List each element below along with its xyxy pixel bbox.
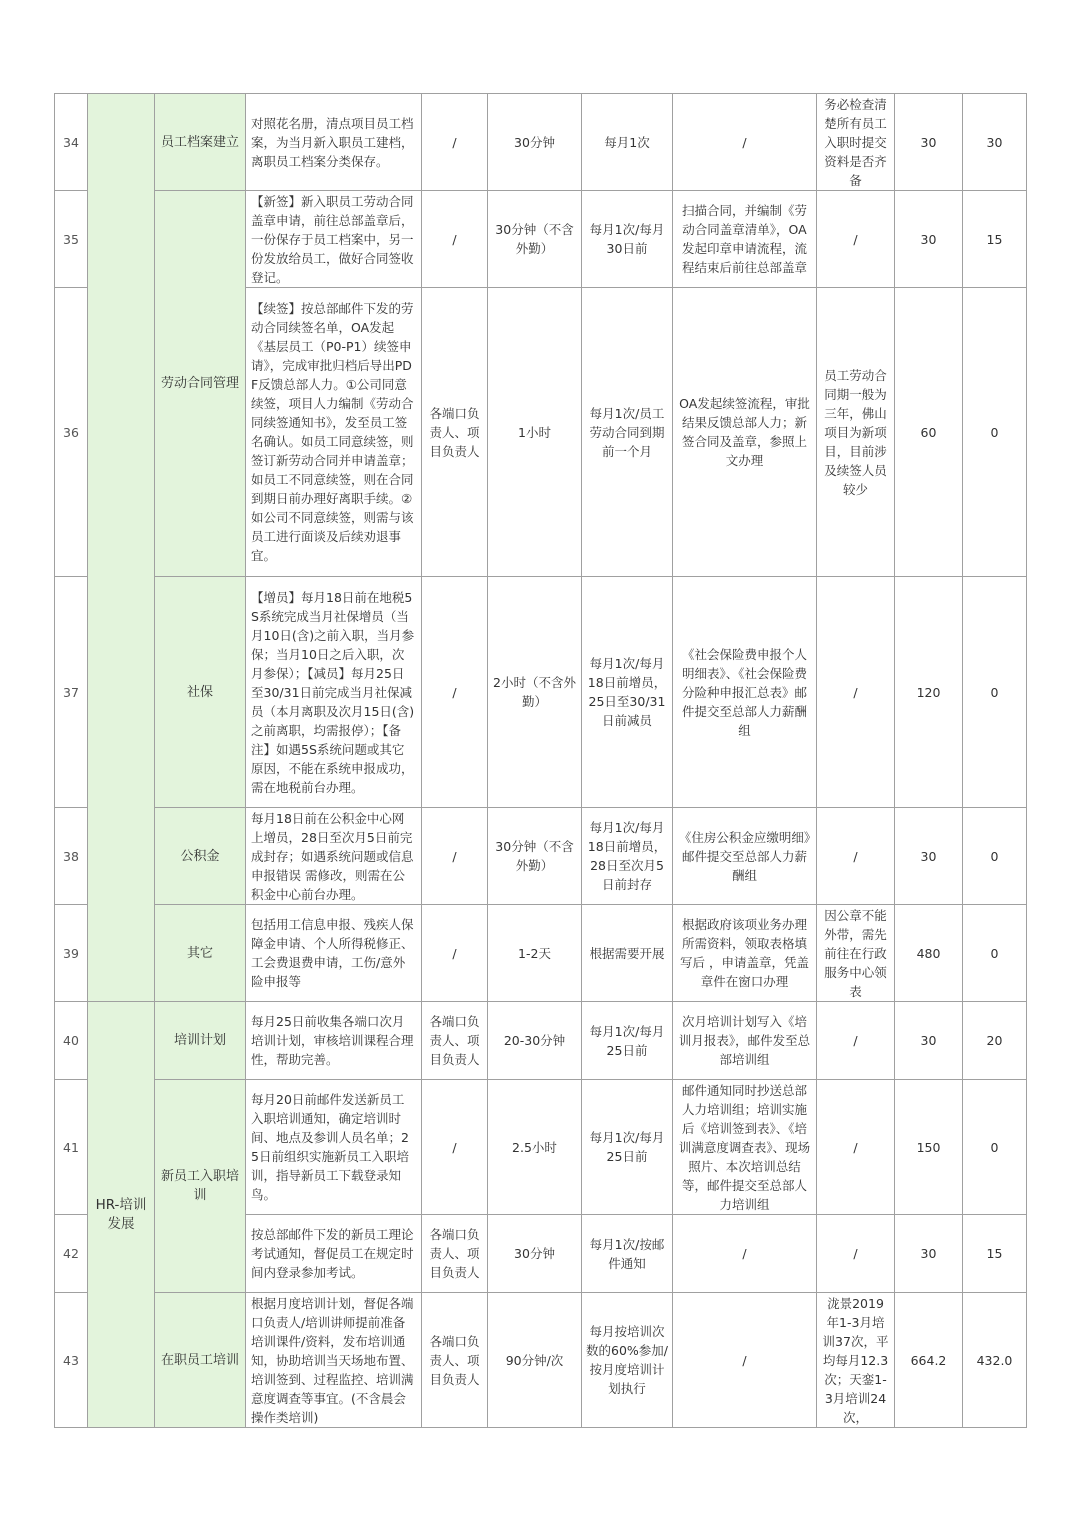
value-2-cell: 15 [963, 191, 1027, 288]
note-cell: / [817, 1215, 895, 1293]
value-1-cell: 120 [895, 577, 963, 808]
output-cell: 根据政府该项业务办理所需资料，领取表格填写后 ，申请盖章，凭盖章件在窗口办理 [673, 905, 817, 1002]
item-name: 培训计划 [155, 1002, 246, 1080]
item-description: 每月18日前在公积金中心网上增员，28日至次月5日前完成封存；如遇系统问题或信息申报错误 需修改，则需在公积金中心前台办理。 [246, 808, 422, 905]
time-cell: 30分钟（不含外勤） [488, 191, 582, 288]
value-1-cell: 30 [895, 191, 963, 288]
value-1-cell: 60 [895, 288, 963, 577]
owner-cell: / [422, 905, 488, 1002]
value-2-cell: 0 [963, 1080, 1027, 1215]
frequency-cell: 每月1次 [582, 94, 673, 191]
output-cell: 扫描合同，并编制《劳动合同盖章清单》，OA发起印章申请流程，流程结束后前往总部盖章 [673, 191, 817, 288]
output-cell: / [673, 1215, 817, 1293]
value-1-cell: 664.2 [895, 1293, 963, 1428]
output-cell: 《住房公积金应缴明细》邮件提交至总部人力薪酬组 [673, 808, 817, 905]
output-cell: 《社会保险费申报个人明细表》、《社会保险费分险种申报汇总表》邮件提交至总部人力薪酬组 [673, 577, 817, 808]
row-number: 35 [55, 191, 88, 288]
category-cell: HR-培训发展 [88, 1002, 155, 1428]
table-row [55, 905, 1027, 1002]
category-cell [88, 94, 155, 1002]
row-number: 41 [55, 1080, 88, 1215]
row-number: 36 [55, 288, 88, 577]
time-cell: 20-30分钟 [488, 1002, 582, 1080]
note-cell: 务必检查清楚所有员工入职时提交资料是否齐备 [817, 94, 895, 191]
table-row [55, 1293, 1027, 1428]
owner-cell: / [422, 577, 488, 808]
note-cell: 泷景2019年1-3月培训37次，平均每月12.3次；天銮1-3月培训24次， [817, 1293, 895, 1428]
value-1-cell: 30 [895, 94, 963, 191]
item-description: 每月25日前收集各端口次月培训计划，审核培训课程合理性，帮助完善。 [246, 1002, 422, 1080]
time-cell: 1-2天 [488, 905, 582, 1002]
output-cell: / [673, 1293, 817, 1428]
item-name: 劳动合同管理 [155, 191, 246, 577]
owner-cell: 各端口负责人、项目负责人 [422, 1293, 488, 1428]
row-number: 38 [55, 808, 88, 905]
time-cell: 30分钟 [488, 1215, 582, 1293]
row-number: 34 [55, 94, 88, 191]
time-cell: 2小时（不含外勤） [488, 577, 582, 808]
owner-cell: / [422, 808, 488, 905]
time-cell: 90分钟/次 [488, 1293, 582, 1428]
hr-task-table [54, 93, 1027, 1428]
frequency-cell: 每月1次/每月25日前 [582, 1080, 673, 1215]
value-2-cell: 432.0 [963, 1293, 1027, 1428]
item-name: 新员工入职培训 [155, 1080, 246, 1293]
time-cell: 30分钟（不含外勤） [488, 808, 582, 905]
value-1-cell: 480 [895, 905, 963, 1002]
output-cell: OA发起续签流程，审批结果反馈总部人力；新签合同及盖章，参照上文办理 [673, 288, 817, 577]
time-cell: 2.5小时 [488, 1080, 582, 1215]
value-2-cell: 0 [963, 577, 1027, 808]
frequency-cell: 每月1次/每月18日前增员，25日至30/31日前减员 [582, 577, 673, 808]
row-number: 40 [55, 1002, 88, 1080]
value-2-cell: 30 [963, 94, 1027, 191]
note-cell: / [817, 577, 895, 808]
frequency-cell: 每月1次/按邮件通知 [582, 1215, 673, 1293]
frequency-cell: 每月1次/每月18日前增员，28日至次月5日前封存 [582, 808, 673, 905]
frequency-cell: 每月1次/员工劳动合同到期前一个月 [582, 288, 673, 577]
value-2-cell: 0 [963, 288, 1027, 577]
note-cell: / [817, 1080, 895, 1215]
item-description: 【增员】每月18日前在地税5S系统完成当月社保增员（当月10日(含)之前入职，当月参保；当月10日之后入职，次月参保）；【减员】每月25日至30/31日前完成当月社保减员（本月离职及次月15日(含)之前离职，均需报停）；【备注】如遇5S系统问题或其它原因，不能在系统申报成功，需在地税前台办理。 [246, 577, 422, 808]
item-description: 包括用工信息申报、残疾人保障金申请、个人所得税修正、工会费退费申请，工伤/意外险申报等 [246, 905, 422, 1002]
item-name: 在职员工培训 [155, 1293, 246, 1428]
time-cell: 30分钟 [488, 94, 582, 191]
owner-cell: / [422, 94, 488, 191]
row-number: 42 [55, 1215, 88, 1293]
item-name: 社保 [155, 577, 246, 808]
note-cell: 因公章不能外带，需先前往在行政服务中心领表 [817, 905, 895, 1002]
item-description: 【续签】按总部邮件下发的劳动合同续签名单，OA发起《基层员工（P0-P1）续签申请》，完成审批归档后导出PDF反馈总部人力。①公司同意续签，项目人力编制《劳动合同续签通知书》，发至员工签名确认。如员工同意续签，则签订新劳动合同并申请盖章；如员工不同意续签，则在合同到期日前办理好离职手续。②如公司不同意续签，则需与该员工进行面谈及后续劝退事宜。 [246, 288, 422, 577]
note-cell: / [817, 808, 895, 905]
table-row [55, 808, 1027, 905]
frequency-cell: 每月按培训次数的60%参加/按月度培训计划执行 [582, 1293, 673, 1428]
row-number: 43 [55, 1293, 88, 1428]
frequency-cell: 每月1次/每月25日前 [582, 1002, 673, 1080]
frequency-cell: 每月1次/每月30日前 [582, 191, 673, 288]
row-number: 37 [55, 577, 88, 808]
item-description: 每月20日前邮件发送新员工入职培训通知，确定培训时间、地点及参训人员名单；25日前组织实施新员工入职培训，指导新员工下载登录知鸟。 [246, 1080, 422, 1215]
value-1-cell: 30 [895, 808, 963, 905]
frequency-cell: 根据需要开展 [582, 905, 673, 1002]
table-row [55, 577, 1027, 808]
note-cell: / [817, 191, 895, 288]
owner-cell: / [422, 191, 488, 288]
value-2-cell: 15 [963, 1215, 1027, 1293]
output-cell: 邮件通知同时抄送总部人力培训组；培训实施后《培训签到表》、《培训满意度调查表》、现场照片、本次培训总结等，邮件提交至总部人力培训组 [673, 1080, 817, 1215]
output-cell: / [673, 94, 817, 191]
table-row [55, 191, 1027, 288]
value-1-cell: 150 [895, 1080, 963, 1215]
owner-cell: 各端口负责人、项目负责人 [422, 288, 488, 577]
item-description: 对照花名册，清点项目员工档案，为当月新入职员工建档，离职员工档案分类保存。 [246, 94, 422, 191]
value-2-cell: 0 [963, 808, 1027, 905]
owner-cell: / [422, 1080, 488, 1215]
owner-cell: 各端口负责人、项目负责人 [422, 1002, 488, 1080]
item-description: 按总部邮件下发的新员工理论考试通知，督促员工在规定时间内登录参加考试。 [246, 1215, 422, 1293]
owner-cell: 各端口负责人、项目负责人 [422, 1215, 488, 1293]
note-cell: 员工劳动合同期一般为三年，佛山项目为新项目，目前涉及续签人员较少 [817, 288, 895, 577]
table-row [55, 1002, 1027, 1080]
value-1-cell: 30 [895, 1215, 963, 1293]
output-cell: 次月培训计划写入《培训月报表》，邮件发至总部培训组 [673, 1002, 817, 1080]
table-row [55, 1080, 1027, 1215]
table-row [55, 94, 1027, 191]
value-1-cell: 30 [895, 1002, 963, 1080]
item-description: 【新签】新入职员工劳动合同盖章申请，前往总部盖章后，一份保存于员工档案中，另一份发放给员工，做好合同签收登记。 [246, 191, 422, 288]
item-name: 员工档案建立 [155, 94, 246, 191]
item-name: 公积金 [155, 808, 246, 905]
value-2-cell: 0 [963, 905, 1027, 1002]
note-cell: / [817, 1002, 895, 1080]
item-description: 根据月度培训计划，督促各端口负责人/培训讲师提前准备培训课件/资料，发布培训通知，协助培训当天场地布置、培训签到、过程监控、培训满意度调查等事宜。(不含晨会操作类培训) [246, 1293, 422, 1428]
item-name: 其它 [155, 905, 246, 1002]
value-2-cell: 20 [963, 1002, 1027, 1080]
row-number: 39 [55, 905, 88, 1002]
time-cell: 1小时 [488, 288, 582, 577]
